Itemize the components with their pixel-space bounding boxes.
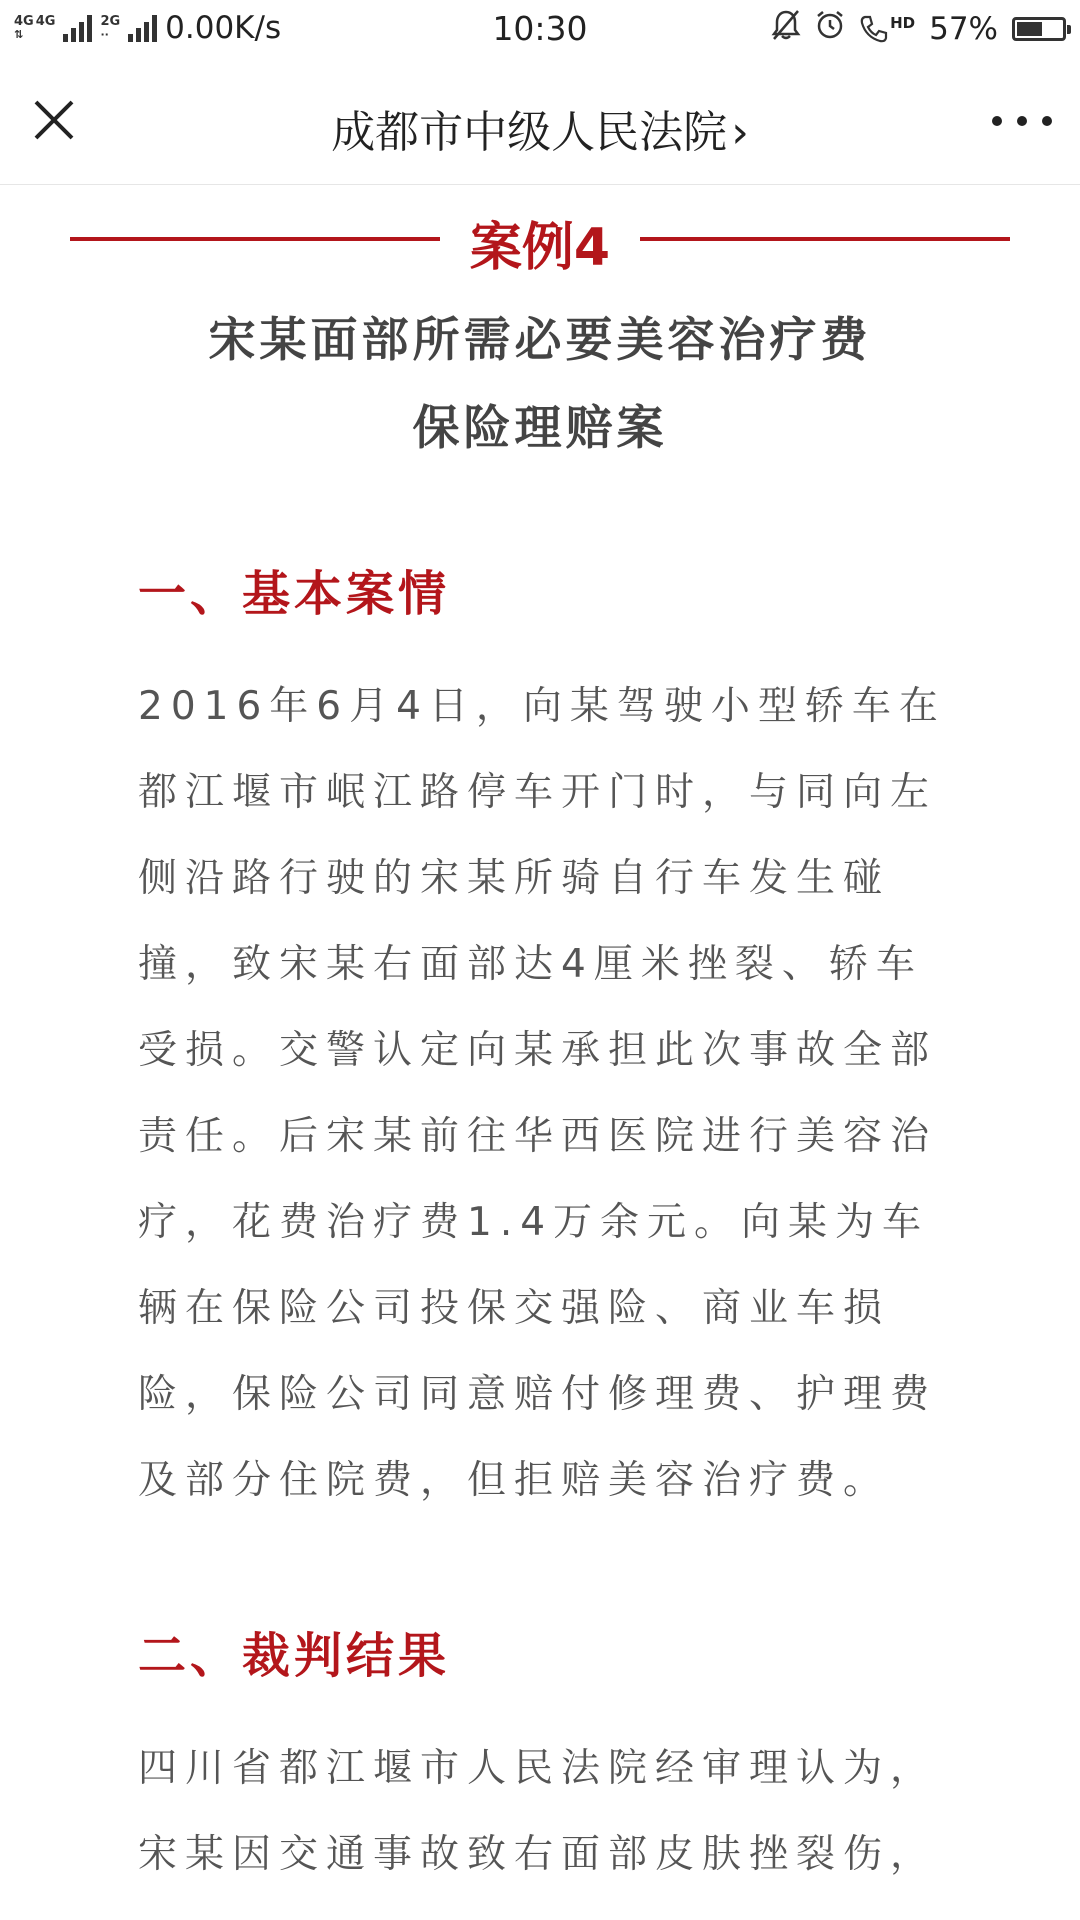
battery-icon: [1012, 17, 1066, 41]
network-label-2: 4G: [35, 14, 56, 29]
article-title-line-1: 宋某面部所需必要美容治疗费: [208, 313, 872, 368]
paragraph-line: 辆在保险公司投保交强险、商业车损: [138, 1286, 891, 1331]
bell-muted-icon: [771, 9, 801, 49]
paragraph-line: 2016年6月4日，向某驾驶小型轿车在: [138, 684, 946, 729]
case-header: [0, 195, 1080, 278]
status-bar: [0, 0, 1080, 58]
case-label: 案例4: [469, 218, 611, 278]
network-label-1: 4G: [14, 14, 34, 29]
call-hd-icon: [859, 14, 915, 44]
chevron-right-icon: ›: [731, 107, 749, 158]
paragraph-line: 疗，花费治疗费1.4万余元。向某为车: [138, 1200, 930, 1245]
more-dot: [1042, 116, 1052, 126]
section-heading-judgment: 二、裁判结果: [138, 1628, 451, 1684]
account-title-link[interactable]: [0, 96, 1080, 160]
paragraph-line: 宋某因交通事故致右面部皮肤挫裂伤，: [138, 1832, 938, 1877]
paragraph-line: 及部分住院费，但拒赔美容治疗费。: [138, 1458, 891, 1503]
hd-label: HD: [890, 14, 916, 32]
clock: 10:30: [492, 9, 588, 48]
more-dot: [1017, 116, 1027, 126]
data-arrows-icon: ⇅: [14, 28, 23, 41]
paragraph-line: 受损。交警认定向某承担此次事故全部: [138, 1028, 938, 1073]
nav-bar: [0, 58, 1080, 185]
section-heading-basic-facts: 一、基本案情: [138, 566, 451, 622]
battery-fill: [1017, 22, 1042, 36]
paragraph-line: 都江堰市岷江路停车开门时，与同向左: [138, 770, 938, 815]
network-label-3: 2G: [100, 14, 121, 29]
paragraph-line: 撞，致宋某右面部达4厘米挫裂、轿车: [138, 942, 923, 987]
network-speed: 0.00K/s: [165, 10, 282, 46]
paragraph-line: 险，保险公司同意赔付修理费、护理费: [138, 1372, 938, 1417]
battery-percent: 57%: [929, 11, 998, 47]
more-button[interactable]: [992, 106, 1052, 136]
data-dots-icon: ··: [100, 28, 109, 41]
status-right: [771, 9, 1066, 49]
article-title-line-2: 保险理赔案: [412, 401, 668, 456]
paragraph-line: 责任。后宋某前往华西医院进行美容治: [138, 1114, 938, 1159]
more-dot: [992, 116, 1002, 126]
alarm-icon: [815, 10, 845, 48]
paragraph-line: 四川省都江堰市人民法院经审理认为，: [138, 1746, 938, 1791]
paragraph-line: 侧沿路行驶的宋某所骑自行车发生碰: [138, 856, 891, 901]
account-title: 成都市中级人民法院: [331, 107, 728, 158]
